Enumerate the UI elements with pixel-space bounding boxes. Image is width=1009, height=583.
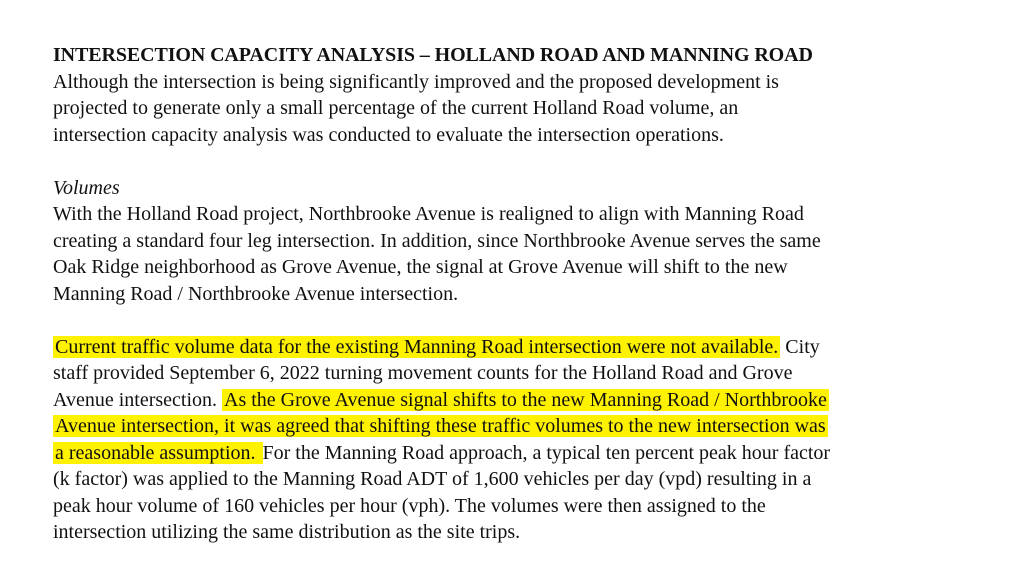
intro-paragraph [53, 69, 993, 149]
volumes-line: With the Holland Road project, Northbrooke Avenue is realigned to align with Manning Road [53, 203, 804, 225]
plain-text: Avenue intersection. [53, 388, 223, 411]
paragraph-gap [53, 307, 993, 334]
paragraph-gap [53, 148, 993, 175]
volumes-line: creating a standard four leg intersection. In addition, since Northbrooke Avenue serves the same [53, 229, 821, 252]
intro-line: intersection capacity analysis was conducted to evaluate the intersection operations. [53, 123, 724, 146]
highlighted-text: Current traffic volume data for the existing Manning Road intersection were not available. [55, 335, 779, 358]
highlighted-text: Avenue intersection, it was agreed that shifting these traffic volumes to the new intersection was [55, 415, 826, 437]
plain-text: City [780, 335, 820, 358]
intro-line: Although the intersection is being significantly improved and the proposed development is [53, 70, 779, 93]
data-line: (k factor) was applied to the Manning Road ADT of 1,600 vehicles per day (vpd) resulting in a [53, 468, 812, 490]
data-paragraph [53, 334, 993, 546]
data-line: intersection utilizing the same distribution as the site trips. [53, 521, 521, 543]
plain-text: For the Manning Road approach, a typical ten percent peak hour factor [262, 441, 831, 464]
document-page [53, 42, 993, 546]
volumes-line: Oak Ridge neighborhood as Grove Avenue, the signal at Grove Avenue will shift to the new [53, 256, 788, 278]
volumes-subheading: Volumes [53, 176, 120, 199]
data-line [53, 387, 993, 414]
data-line: staff provided September 6, 2022 turning movement counts for the Holland Road and Grove [53, 362, 793, 384]
intro-line: projected to generate only a small percentage of the current Holland Road volume, an [53, 97, 739, 119]
data-line [53, 440, 993, 467]
volumes-paragraph [53, 201, 993, 307]
highlighted-text: As the Grove Avenue signal shifts to the new Manning Road / Northbrooke [224, 388, 827, 411]
data-line [53, 334, 993, 361]
section-heading: INTERSECTION CAPACITY ANALYSIS – HOLLAND ROAD AND MANNING ROAD [53, 44, 813, 66]
highlighted-text: a reasonable assumption. [55, 441, 261, 464]
data-line: peak hour volume of 160 vehicles per hour (vph). The volumes were then assigned to the [53, 494, 766, 517]
data-line [53, 413, 993, 440]
volumes-line: Manning Road / Northbrooke Avenue intersection. [53, 282, 459, 305]
